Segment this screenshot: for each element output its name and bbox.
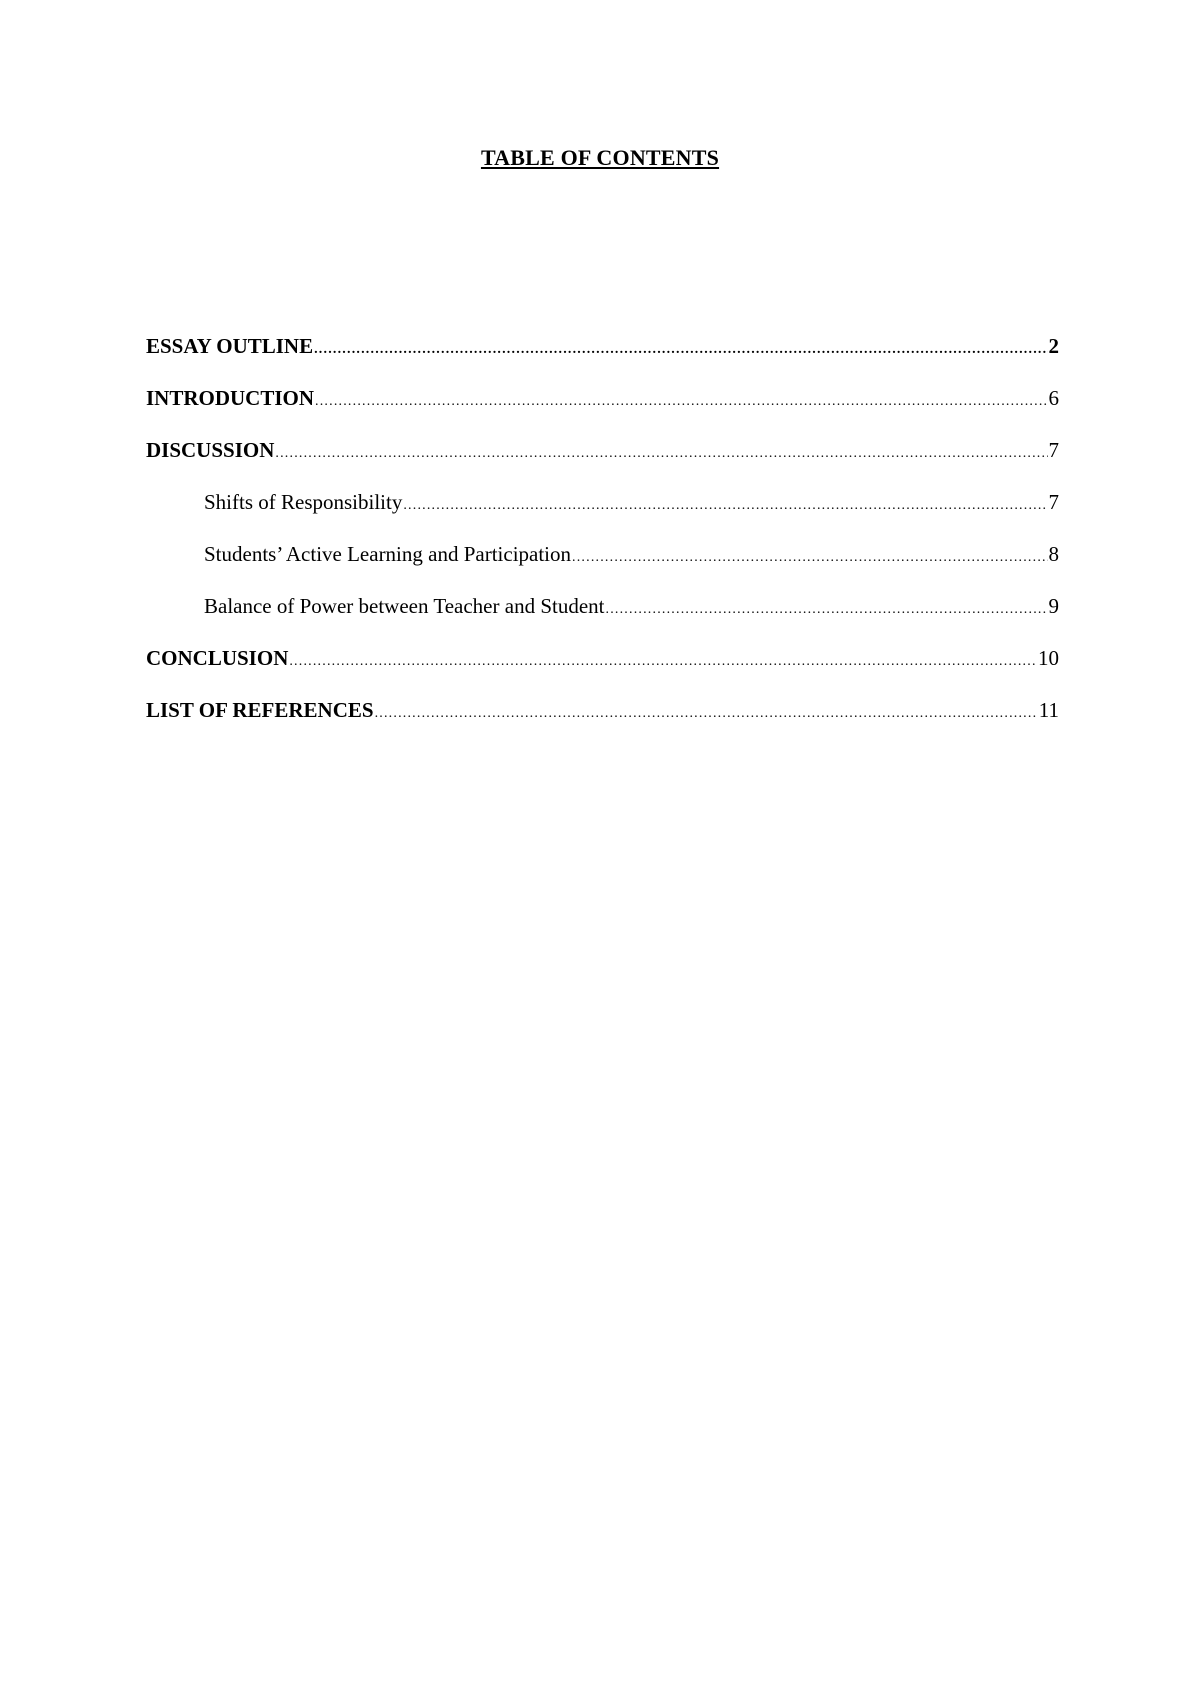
toc-dot-leader bbox=[275, 446, 1047, 462]
table-of-contents bbox=[146, 334, 1059, 750]
toc-entry-balance-of-power[interactable] bbox=[146, 594, 1059, 646]
toc-entry-label: ESSAY OUTLINE bbox=[146, 334, 314, 358]
toc-entry-page: 6 bbox=[1048, 386, 1059, 410]
toc-entry-page: 7 bbox=[1048, 490, 1059, 514]
toc-entry-page: 2 bbox=[1048, 334, 1059, 358]
toc-entry-label: Shifts of Responsibility bbox=[204, 490, 403, 514]
toc-entry-label: LIST OF REFERENCES bbox=[146, 698, 374, 722]
toc-dot-leader bbox=[314, 342, 1047, 358]
toc-entry-label: Balance of Power between Teacher and Student bbox=[204, 594, 605, 618]
toc-entry-page: 11 bbox=[1038, 698, 1059, 722]
page-title: TABLE OF CONTENTS bbox=[480, 145, 720, 170]
toc-entry-label: CONCLUSION bbox=[146, 646, 289, 670]
toc-entry-label: DISCUSSION bbox=[146, 438, 275, 462]
toc-entry-shifts-of-responsibility[interactable] bbox=[146, 490, 1059, 542]
toc-entry-page: 10 bbox=[1038, 646, 1059, 670]
toc-dot-leader bbox=[375, 706, 1038, 722]
toc-entry-active-learning[interactable] bbox=[146, 542, 1059, 594]
toc-entry-introduction[interactable] bbox=[146, 386, 1059, 438]
toc-entry-essay-outline[interactable] bbox=[146, 334, 1059, 386]
toc-entry-conclusion[interactable] bbox=[146, 646, 1059, 698]
toc-dot-leader bbox=[606, 602, 1048, 618]
toc-dot-leader bbox=[315, 394, 1047, 410]
toc-entry-label: INTRODUCTION bbox=[146, 386, 315, 410]
toc-entry-page: 7 bbox=[1048, 438, 1059, 462]
toc-entry-page: 9 bbox=[1048, 594, 1059, 618]
toc-entry-discussion[interactable] bbox=[146, 438, 1059, 490]
toc-dot-leader bbox=[572, 550, 1047, 566]
toc-entry-page: 8 bbox=[1048, 542, 1059, 566]
toc-entry-label: Students’ Active Learning and Participation bbox=[204, 542, 572, 566]
toc-dot-leader bbox=[403, 498, 1047, 514]
toc-entry-list-of-references[interactable] bbox=[146, 698, 1059, 750]
toc-dot-leader bbox=[289, 654, 1037, 670]
